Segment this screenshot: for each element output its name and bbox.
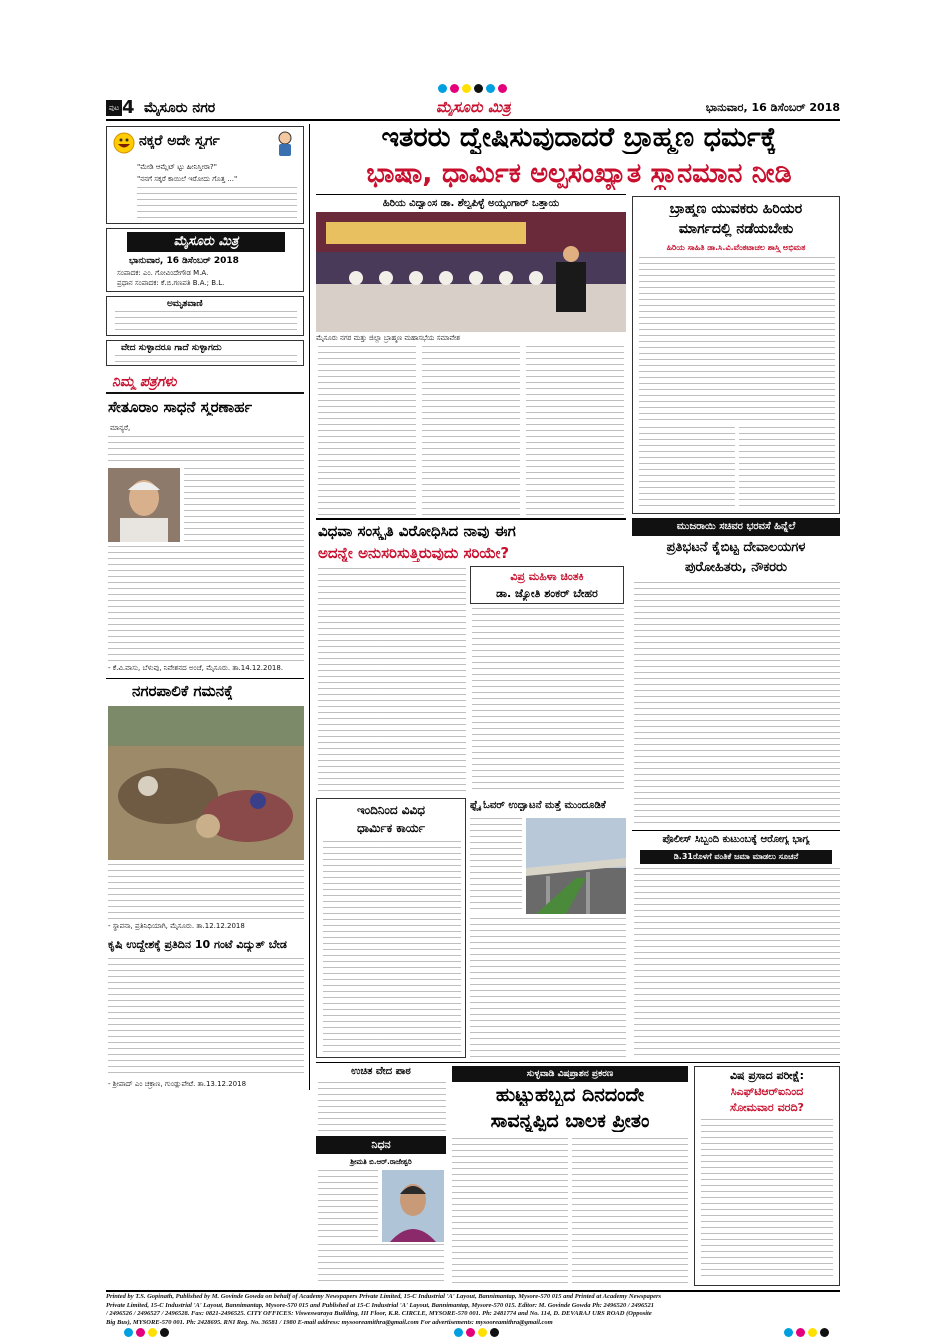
city-text xyxy=(108,864,304,920)
boy-col-2 xyxy=(572,1138,688,1286)
vedic-box xyxy=(316,798,466,1058)
boy-col-1 xyxy=(452,1138,568,1286)
proverb-text xyxy=(115,355,297,363)
bottom-registration-marks xyxy=(124,1328,844,1337)
city-title: ನಗರಪಾಲಿಕೆ ಗಮನಕ್ಕೆ xyxy=(132,682,233,700)
vedapath-text xyxy=(318,1082,446,1132)
imprint-box xyxy=(106,228,304,292)
imprint-editor: ಸಂಪಾದಕ: ಎಂ. ಗೋವಿಂದೇಗೌಡ M.A. xyxy=(117,269,209,277)
youth-text-top xyxy=(639,257,835,421)
footer-line-1: Printed by T.S. Gopinath, Published by M. Govinde Gowda on behalf of Academy Newspapers Private Limited, 15-C Industrial 'A' Layout, Bannimantap, Mysore-570 015 and Printed at Academy Newspapers xyxy=(106,1293,662,1300)
power-title: ಕೃಷಿ ಉದ್ದೇಶಕ್ಕೆ ಪ್ರತಿದಿನ 10 ಗಂಟೆ ವಿದ್ಯುತ್ ಬೇಡ xyxy=(108,938,287,951)
widow-col-2 xyxy=(472,608,624,794)
police-rule xyxy=(632,830,840,831)
footer-line-4: Big Bus), MYSORE-570 001. Ph: 2428695. RNI Reg. No. 36581 / 1980 E-mail address: mysooreamithra@gmail.com For advertisements: mysooreamithra@gmail.com xyxy=(106,1318,553,1326)
muzrai-headline-line2: ಪುರೋಹಿತರು, ನೌಕರರು xyxy=(684,560,788,575)
letter-title: ಸೇತೂರಾಂ ಸಾಧನೆ ಸ್ಮರಣಾರ್ಹ xyxy=(108,398,253,416)
masthead xyxy=(106,98,840,118)
letter-text-top xyxy=(108,436,304,466)
poison-headline-line1: ವಿಷ ಪ್ರಸಾದ ಪರೀಕ್ಷೆ: xyxy=(729,1069,805,1082)
imprint-chief: ಪ್ರಧಾನ ಸಂಪಾದಕ: ಕೆ.ಬಿ.ಗಣಪತಿ B.A.; B.L. xyxy=(117,279,225,287)
muzrai-text xyxy=(634,582,840,826)
event-stage-photo xyxy=(316,212,626,332)
youth-headline-line2: ಮಾರ್ಗದಲ್ಲಿ ನಡೆಯಬೇಕು xyxy=(678,221,794,237)
obit-text-left xyxy=(318,1170,378,1242)
letter-signature: - ಕೆ.ವಿ.ವಾಸು, ಬೆಳುವು, ನಿವೇಶನದ ಅಂಚೆ, ಮೈಸೂರು. ತಾ.14.12.2018. xyxy=(108,664,284,672)
letters-header-label: ನಿಮ್ಮ ಪತ್ರಗಳು xyxy=(112,374,177,390)
lead-kicker: ಹಿರಿಯ ವಿದ್ವಾಂಸ ಡಾ. ಶೆಲ್ವಪಿಳ್ಳೆ ಅಯ್ಯಂಗಾರ್ ಒತ್ತಾಯ xyxy=(382,198,560,209)
letter-text-right xyxy=(184,468,304,542)
poison-headline-line3: ಸೋಮವಾರ ವರದಿ? xyxy=(730,1101,804,1114)
widow-headline-line1: ವಿಧವಾ ಸಂಸ್ಕೃತಿ ವಿರೋಧಿಸಿದ ನಾವು ಈಗ xyxy=(318,522,516,540)
bottom-row-rule xyxy=(316,1062,840,1063)
imprint-date: ಭಾನುವಾರ, 16 ಡಿಸೆಂಬರ್ 2018 xyxy=(129,256,239,266)
flyover-text xyxy=(470,918,626,1058)
flyover-col-1 xyxy=(470,818,522,914)
boy-headline-line1: ಹುಟ್ಟುಹಬ್ಬದ ದಿನದಂದೇ xyxy=(495,1084,645,1106)
humor-text xyxy=(137,187,297,219)
power-signature: - ಶ್ರೀಪಾದ್ ಎಂ ಚಕ್ರಾಣ, ಗುಂಡ್ಲುಪೇಟೆ. ತಾ.13.12.2018 xyxy=(108,1080,247,1088)
paper-logo-small: ಮೈಸೂರು ಮಿತ್ರ xyxy=(436,98,511,116)
youth-col-2 xyxy=(739,427,835,509)
widow-kicker-box xyxy=(470,566,624,604)
widow-col-1 xyxy=(318,568,466,794)
amrutavani-text xyxy=(115,311,297,331)
vedic-text xyxy=(323,841,461,1053)
paper-logo: ಮೈಸೂರು ಮಿತ್ರ xyxy=(127,232,285,252)
lead-headline-line2: ಭಾಷಾ, ಧಾರ್ಮಿಕ ಅಲ್ಪಸಂಖ್ಯಾತ ಸ್ಥಾನಮಾನ ನೀಡಿ xyxy=(366,158,792,189)
flyover-title: ಫ್ಲೈ ಓವರ್ ಉದ್ಘಾಟನೆ ಮತ್ತೆ ಮುಂದೂಡಿಕೆ xyxy=(470,800,606,811)
footer-imprint xyxy=(106,1293,840,1327)
youth-col-1 xyxy=(639,427,735,509)
city-signature: - ಸ್ಥಾಪನಾ, ಪ್ರತಿನಿಧಿಯಾಗಿ, ಮೈಸೂರು. ತಾ.12.12.2018 xyxy=(108,922,245,930)
youth-box xyxy=(632,196,840,514)
power-text xyxy=(108,958,304,1076)
lead-col-3 xyxy=(526,346,624,516)
obit-name: ಶ್ರೀಮತಿ ಬಿ.ಆರ್.ರಾಜೇಶ್ವರಿ xyxy=(350,1158,412,1166)
garbage-photo xyxy=(108,706,304,860)
muzrai-headline-line1: ಪ್ರತಿಭಟನೆ ಕೈಬಿಟ್ಟ ದೇವಾಲಯಗಳ xyxy=(666,540,806,555)
vedic-headline-line2: ಧಾರ್ಮಿಕ ಕಾರ್ಯ xyxy=(357,821,425,835)
proverb-title: ವೇದ ಸುಳ್ಳಾದರೂ ಗಾದೆ ಸುಳ್ಳಾಗದು xyxy=(121,343,222,353)
poison-box xyxy=(694,1066,840,1286)
vedapath-title: ಉಚಿತ ವೇದ ಪಾಠ xyxy=(351,1066,411,1077)
lead-rule xyxy=(316,194,626,195)
widow-kicker-line1: ವಿಪ್ರ ಮಹಿಳಾ ಚಿಂತಕಿ xyxy=(510,570,584,583)
widow-kicker-line2: ಡಾ. ಜ್ಯೋತಿ ಶಂಕರ್ ಬೇಹರ xyxy=(496,587,598,600)
proverb-box xyxy=(106,340,304,366)
obit-text xyxy=(318,1244,444,1284)
section-name: ಮೈಸೂರು ನಗರ xyxy=(144,100,216,116)
lead-col-2 xyxy=(422,346,520,516)
page-label: ಪುಟ xyxy=(106,100,122,116)
top-registration-marks xyxy=(438,84,508,94)
widow-headline-line2: ಅದನ್ನೇ ಅನುಸರಿಸುತ್ತಿರುವುದು ಸರಿಯೇ? xyxy=(318,544,510,562)
masthead-rule xyxy=(106,119,840,121)
footer-line-2: Private Limited, 15-C Industrial 'A' Layout, Bannimantap, Mysore-570 015 and Published at 15-C Industrial 'A' Layout, Bannimantap, Mysore-570 015. Editor: M. Govinde Gowda Ph: 2496520 / 2496521 xyxy=(106,1301,655,1309)
photo-caption: ಮೈಸೂರು ನಗರ ಮತ್ತು ಜಿಲ್ಲಾ ಬ್ರಾಹ್ಮಣ ಮಹಾಸಭೆಯ ಸಮಾವೇಶ xyxy=(316,334,461,342)
cartoon-figure-icon xyxy=(271,130,299,158)
flyover-photo xyxy=(526,818,626,914)
youth-headline-line1: ಬ್ರಾಹ್ಮಣ ಯುವಕರು ಹಿರಿಯರ xyxy=(669,201,803,217)
boy-headline-line2: ಸಾವನ್ನಪ್ಪಿದ ಬಾಲಕ ಪ್ರೀತಂ xyxy=(490,1110,650,1132)
page-date: ಭಾನುವಾರ, 16 ಡಿಸೆಂಬರ್ 2018 xyxy=(705,101,840,114)
humor-title: ನಕ್ಕರೆ ಅದೇ ಸ್ವರ್ಗ xyxy=(139,133,220,149)
laughing-face-icon xyxy=(113,132,135,154)
boy-strap: ಸುಳ್ಳವಾಡಿ ವಿಷಪ್ರಾಶನ ಪ್ರಕರಣ xyxy=(452,1066,688,1082)
page-number: 4 xyxy=(122,97,135,118)
poison-headline-line2: ಸಿಎಫ್‌ಟಿಆರ್‌ಐನಿಂದ xyxy=(730,1085,804,1098)
police-text xyxy=(634,868,840,1058)
letters-header xyxy=(106,374,304,394)
police-headline-line2: ಡಿ.31ರೊಳಗೆ ವಂತಿಕೆ ಜಮಾ ಮಾಡಲು ಸೂಚನೆ xyxy=(640,850,832,864)
footer-rule xyxy=(106,1290,840,1292)
lead-col-1 xyxy=(318,346,416,516)
amrutavani-box xyxy=(106,296,304,336)
muzrai-strap: ಮುಜರಾಯಿ ಸಚಿವರ ಭರವಸೆ ಹಿನ್ನೆಲೆ xyxy=(632,518,840,536)
footer-line-3: / 2496526 / 2496527 / 2496528. Fax: 0821-2496525. CITY OFFICES: Visweswaraya Building, III Floor, K.R. CIRCLE, MYSORE-570 001. Ph: 2481774 and No. 114, D. DEVARAJ URS ROAD (Opposite xyxy=(106,1310,652,1317)
widow-rule xyxy=(316,518,626,520)
obit-header: ನಿಧನ xyxy=(316,1136,446,1154)
poison-text xyxy=(701,1119,833,1281)
obituary-photo xyxy=(382,1170,444,1242)
humor-answer: "ನನಗೆ ಸಕ್ಕರೆ ಕಾಯಿಲೆ ಇರೋದು ಗೊತ್ತ ..." xyxy=(137,175,238,183)
letter-portrait-photo xyxy=(108,468,180,542)
youth-kicker: ಹಿರಿಯ ಸಾಹಿತಿ ಡಾ.ಸಿ.ವಿ.ವೆಂಕಟಾಚಲ ಶಾಸ್ತ್ರಿ ಅಭಿಮತ xyxy=(666,243,806,252)
humor-box xyxy=(106,126,304,224)
amrutavani-title: ಅಮೃತವಾಣಿ xyxy=(167,299,203,309)
humor-question: "ಮೇಡಿ ಆಮ್ಲೆಟ್ ಟ್ಟು ಹೀನಿಸ್ತೀರಾ?" xyxy=(137,163,217,171)
police-headline-line1: ಪೊಲೀಸ್ ಸಿಬ್ಬಂದಿ ಕುಟುಂಬಕ್ಕೆ ಆರೋಗ್ಯ ಭಾಗ್ಯ xyxy=(662,834,810,845)
city-rule xyxy=(106,678,304,679)
lead-headline-line1: ಇತರರು ದ್ವೇಷಿಸುವುದಾದರೆ ಬ್ರಾಹ್ಮಣ ಧರ್ಮಕ್ಕೆ xyxy=(381,122,777,153)
letter-salutation: ಮಾನ್ಯರೆ, xyxy=(110,424,131,432)
vedic-headline-line1: ಇಂದಿನಿಂದ ವಿವಿಧ xyxy=(356,803,426,817)
column-divider xyxy=(309,124,310,1090)
letter-text-body xyxy=(108,546,304,662)
